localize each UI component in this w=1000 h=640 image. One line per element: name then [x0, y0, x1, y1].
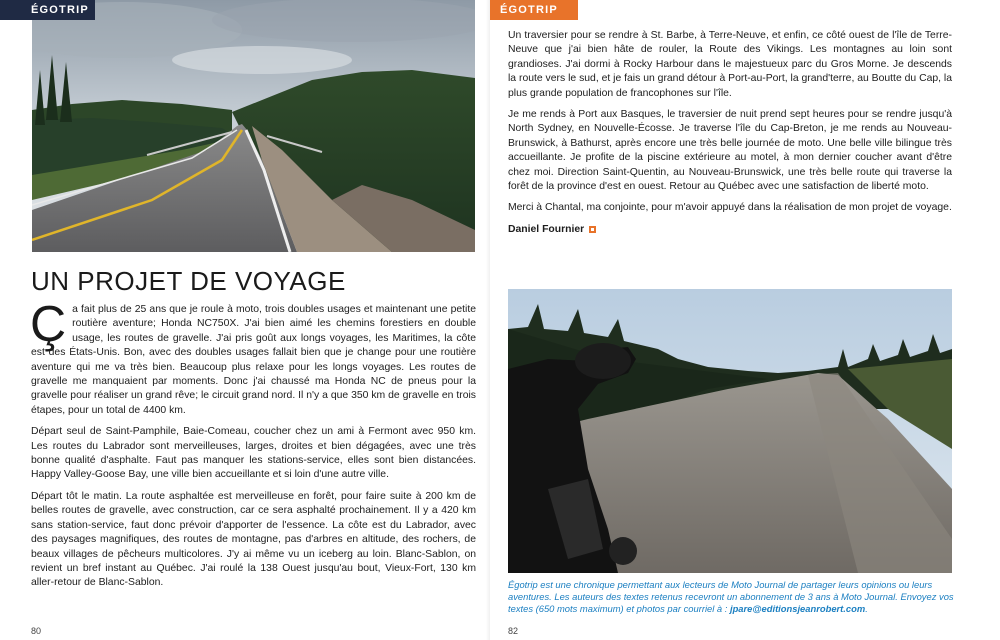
- magazine-name: Moto Journal: [731, 579, 786, 590]
- paragraph: [30, 296, 476, 418]
- contact-email-link[interactable]: jpare@editionsjeanrobert.com: [729, 603, 866, 614]
- paragraph: Merci à Chantal, ma conjointe, pour m'avoir appuyé dans la réalisation de mon projet de voyage.: [508, 202, 952, 214]
- footer-note-text: Égotrip est une chronique permettant aux lecteurs de: [508, 579, 732, 590]
- end-of-article-icon: [589, 226, 596, 233]
- footer-note-text: .: [865, 603, 868, 614]
- footer-note: [508, 579, 958, 615]
- photo-highway-forest: [32, 0, 475, 252]
- left-page: [0, 0, 490, 640]
- page-number: 82: [508, 626, 519, 636]
- article-body-right: [508, 29, 952, 237]
- paragraph: Départ tôt le matin. La route asphaltée est merveilleuse en forêt, pour faire suite à 200 km de belles routes de gravelle, avec construction, car ce sera asphalté prochainement. Il y a 420 km sans station-service, faut donc prévoir d'apporter de l'essence. La côte est du Labrador, avec des paysages magnifiques, des routes de montagne, pas d'arbres en altitude, des rochers, de beaux villages de pêcheurs multicolores. J'y ai même vu un iceberg au loin. Blanc-Sablon, on revient un bref instant au Québec. J'ai roulé la 138 Ouest jusqu'au bout, Vieux-Fort, 130 km aller-retour de Blanc-Sablon.: [31, 490, 476, 589]
- paragraph: Un traversier pour se rendre à St. Barbe, à Terre-Neuve, et enfin, ce côté ouest de l'île de Terre-Neuve que j'ai bien hâte de rouler, la Route des Vikings. Les montagnes au loin sont grandioses. J'ai dormi à Rocky Harbour dans le majestueux parc du Gros Morne. Je descends la route vers le sud, et je fais un grand détour à Port-au-Port, la grand'terre, au Boutte du Cap, la plus grande population de francophones sur l'île.: [508, 30, 952, 99]
- section-tag-egotrip: ÉGOTRIP: [490, 0, 578, 20]
- paragraph: Départ seul de Saint-Pamphile, Baie-Comeau, coucher chez un ami à Fermont avec 950 km. Les routes du Labrador sont merveilleuses, larges, droites et bien dégagées, avec une très bonne qualité d'asphalte. Faut pas manquer les stations-service, elles sont bien distancées. Happy Valley-Goose Bay, une ville bien accueillante et si loin d'une autre ville.: [31, 426, 476, 481]
- paragraph: Je me rends à Port aux Basques, le traversier de nuit prend sept heures pour se rendre jusqu'à North Sydney, en Nouvelle-Écosse. Je traverse l'île du Cap-Breton, je me rends au Nouveau-Brunswick, à Bathurst, après encore une très belle journée de moto. Une belle ville bilingue très accueillante. Je profite de la piscine extérieure au motel, à mon dernier coucher avant d'être chez moi. Direction Saint-Quentin, au Nouveau-Brunswick, une très belle route qui traverse la forêt de la province d'est en ouest. Retour au Québec avec une satisfaction de liberté moto.: [508, 109, 952, 193]
- drop-cap: Ç: [30, 296, 67, 352]
- article-headline: UN PROJET DE VOYAGE: [31, 266, 346, 296]
- footer-note-text: . Envoyez vos textes (650 mots maximum) et photos par courriel à :: [508, 591, 954, 614]
- author-signature: [508, 223, 952, 237]
- author-name: Daniel Fournier: [508, 223, 585, 235]
- paragraph-text: a fait plus de 25 ans que je roule à moto, trois doubles usages et maintenant une petite routière aventure; Honda NC750X. J'ai bien aimé les chemins forestiers en double usage, les routes de gravelle. J'ai pris goût aux longs voyages, les Maritimes, la côte est des États-Unis. Bon, avec des doubles usages fallait bien que je change pour une routière aventure qui me va très bien. Beaucoup plus relaxe pour les longs voyages. Les routes de gravelle me manquaient par moments. Donc j'ai chaussé ma Honda NC de pneus pour la gravelle pour réaliser un grand rêve; le circuit grand nord. Il n'y a que 350 km de gravelle en trois étapes, pour un total de 4400 km.: [31, 304, 476, 416]
- right-page: [490, 0, 1000, 640]
- footer-note-text: de partager leurs opinions ou leurs aventures. Les auteurs des textes retenus recevront un abonnement de 3 ans à: [508, 579, 933, 602]
- section-tag-egotrip: ÉGOTRIP: [0, 0, 95, 20]
- article-body-left: [30, 296, 476, 598]
- photo-gravel-road-motorcycle: [508, 289, 952, 573]
- page-number: 80: [31, 626, 42, 636]
- magazine-name: Moto Journal: [841, 591, 896, 602]
